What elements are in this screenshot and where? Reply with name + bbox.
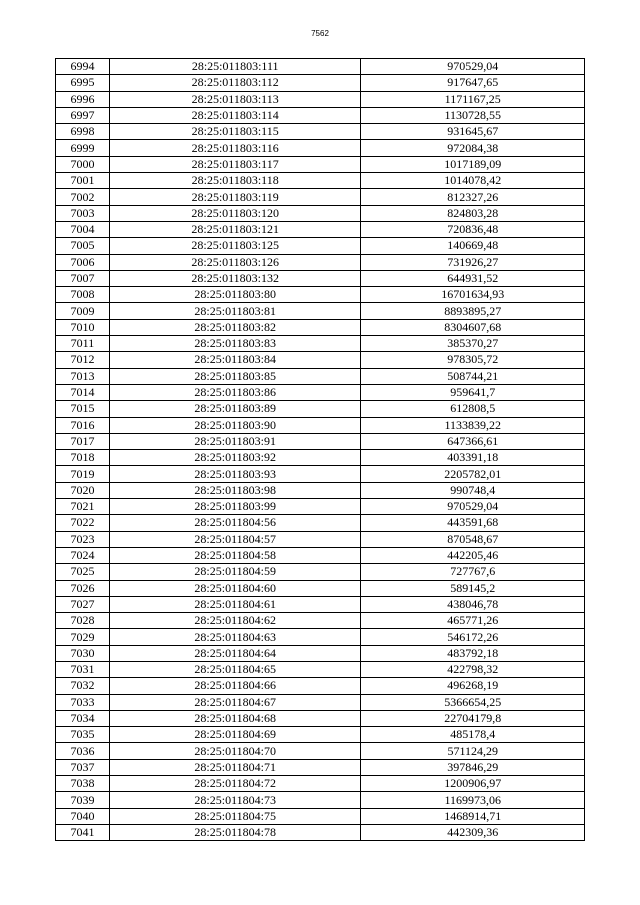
value-cell: 812327,26	[361, 189, 585, 205]
value-cell: 16701634,93	[361, 287, 585, 303]
value-cell: 2205782,01	[361, 466, 585, 482]
cadastral-number-cell: 28:25:011803:90	[109, 417, 361, 433]
cadastral-number-cell: 28:25:011803:84	[109, 352, 361, 368]
table-row	[56, 499, 585, 515]
table-row	[56, 107, 585, 123]
cadastral-number-cell: 28:25:011804:66	[109, 678, 361, 694]
row-number-cell: 7026	[56, 580, 110, 596]
cadastral-number-cell: 28:25:011803:118	[109, 173, 361, 189]
row-number-cell: 7018	[56, 450, 110, 466]
row-number-cell: 7031	[56, 661, 110, 677]
value-cell: 483792,18	[361, 645, 585, 661]
cadastral-number-cell: 28:25:011804:72	[109, 776, 361, 792]
row-number-cell: 7016	[56, 417, 110, 433]
table-row	[56, 254, 585, 270]
row-number-cell: 6996	[56, 91, 110, 107]
cadastral-number-cell: 28:25:011803:81	[109, 303, 361, 319]
cadastral-number-cell: 28:25:011804:69	[109, 727, 361, 743]
cadastral-number-cell: 28:25:011803:119	[109, 189, 361, 205]
table-row	[56, 221, 585, 237]
value-cell: 1130728,55	[361, 107, 585, 123]
table-row	[56, 75, 585, 91]
cadastral-number-cell: 28:25:011804:65	[109, 661, 361, 677]
cadastral-number-cell: 28:25:011804:78	[109, 824, 361, 840]
cadastral-number-cell: 28:25:011804:56	[109, 515, 361, 531]
table-row	[56, 482, 585, 498]
value-cell: 1200906,97	[361, 776, 585, 792]
value-cell: 589145,2	[361, 580, 585, 596]
table-row	[56, 824, 585, 840]
row-number-cell: 7012	[56, 352, 110, 368]
row-number-cell: 7010	[56, 319, 110, 335]
cadastral-number-cell: 28:25:011804:71	[109, 759, 361, 775]
cadastral-number-cell: 28:25:011804:59	[109, 564, 361, 580]
table-row	[56, 319, 585, 335]
cadastral-number-cell: 28:25:011803:89	[109, 401, 361, 417]
row-number-cell: 7021	[56, 499, 110, 515]
row-number-cell: 7033	[56, 694, 110, 710]
page-number: 7562	[311, 29, 329, 38]
row-number-cell: 7019	[56, 466, 110, 482]
cadastral-number-cell: 28:25:011803:116	[109, 140, 361, 156]
cadastral-number-cell: 28:25:011803:113	[109, 91, 361, 107]
table-row	[56, 287, 585, 303]
value-cell: 644931,52	[361, 270, 585, 286]
cadastral-number-cell: 28:25:011804:68	[109, 710, 361, 726]
table-row	[56, 352, 585, 368]
cadastral-number-cell: 28:25:011803:111	[109, 59, 361, 75]
value-cell: 727767,6	[361, 564, 585, 580]
cadastral-value-table	[55, 58, 585, 841]
table-row	[56, 466, 585, 482]
value-cell: 647366,61	[361, 433, 585, 449]
table-row	[56, 433, 585, 449]
cadastral-number-cell: 28:25:011804:67	[109, 694, 361, 710]
cadastral-number-cell: 28:25:011803:126	[109, 254, 361, 270]
value-cell: 438046,78	[361, 596, 585, 612]
row-number-cell: 7005	[56, 238, 110, 254]
cadastral-number-cell: 28:25:011803:112	[109, 75, 361, 91]
cadastral-number-cell: 28:25:011804:60	[109, 580, 361, 596]
cadastral-number-cell: 28:25:011804:58	[109, 547, 361, 563]
cadastral-number-cell: 28:25:011803:117	[109, 156, 361, 172]
cadastral-number-cell: 28:25:011803:115	[109, 124, 361, 140]
value-cell: 465771,26	[361, 613, 585, 629]
table-row	[56, 173, 585, 189]
value-cell: 508744,21	[361, 368, 585, 384]
value-cell: 970529,04	[361, 499, 585, 515]
value-cell: 8893895,27	[361, 303, 585, 319]
cadastral-number-cell: 28:25:011803:85	[109, 368, 361, 384]
row-number-cell: 7000	[56, 156, 110, 172]
row-number-cell: 7029	[56, 629, 110, 645]
row-number-cell: 7037	[56, 759, 110, 775]
value-cell: 397846,29	[361, 759, 585, 775]
cadastral-number-cell: 28:25:011804:57	[109, 531, 361, 547]
row-number-cell: 7011	[56, 336, 110, 352]
row-number-cell: 7025	[56, 564, 110, 580]
cadastral-number-cell: 28:25:011804:75	[109, 808, 361, 824]
row-number-cell: 7035	[56, 727, 110, 743]
value-cell: 403391,18	[361, 450, 585, 466]
table-row	[56, 710, 585, 726]
value-cell: 1169973,06	[361, 792, 585, 808]
value-cell: 5366654,25	[361, 694, 585, 710]
row-number-cell: 7004	[56, 221, 110, 237]
table-row	[56, 792, 585, 808]
row-number-cell: 7015	[56, 401, 110, 417]
table-row	[56, 580, 585, 596]
row-number-cell: 7032	[56, 678, 110, 694]
table-row	[56, 140, 585, 156]
value-cell: 571124,29	[361, 743, 585, 759]
value-cell: 731926,27	[361, 254, 585, 270]
cadastral-number-cell: 28:25:011804:61	[109, 596, 361, 612]
value-cell: 422798,32	[361, 661, 585, 677]
table-row	[56, 401, 585, 417]
table-row	[56, 515, 585, 531]
cadastral-number-cell: 28:25:011803:93	[109, 466, 361, 482]
table-row	[56, 59, 585, 75]
cadastral-number-cell: 28:25:011803:86	[109, 384, 361, 400]
value-cell: 442309,36	[361, 824, 585, 840]
value-cell: 385370,27	[361, 336, 585, 352]
row-number-cell: 7007	[56, 270, 110, 286]
row-number-cell: 7040	[56, 808, 110, 824]
row-number-cell: 7008	[56, 287, 110, 303]
cadastral-number-cell: 28:25:011803:114	[109, 107, 361, 123]
row-number-cell: 7003	[56, 205, 110, 221]
value-cell: 1017189,09	[361, 156, 585, 172]
cadastral-number-cell: 28:25:011804:62	[109, 613, 361, 629]
table-row	[56, 694, 585, 710]
row-number-cell: 7030	[56, 645, 110, 661]
value-cell: 22704179,8	[361, 710, 585, 726]
table-row	[56, 156, 585, 172]
row-number-cell: 7036	[56, 743, 110, 759]
table-row	[56, 270, 585, 286]
row-number-cell: 7013	[56, 368, 110, 384]
value-cell: 1014078,42	[361, 173, 585, 189]
table-row	[56, 596, 585, 612]
row-number-cell: 6998	[56, 124, 110, 140]
table-row	[56, 564, 585, 580]
row-number-cell: 7002	[56, 189, 110, 205]
cadastral-number-cell: 28:25:011803:80	[109, 287, 361, 303]
row-number-cell: 7020	[56, 482, 110, 498]
table-row	[56, 91, 585, 107]
cadastral-number-cell: 28:25:011803:121	[109, 221, 361, 237]
table-row	[56, 645, 585, 661]
cadastral-number-cell: 28:25:011803:91	[109, 433, 361, 449]
row-number-cell: 7034	[56, 710, 110, 726]
table-row	[56, 450, 585, 466]
table-row	[56, 759, 585, 775]
value-cell: 970529,04	[361, 59, 585, 75]
cadastral-number-cell: 28:25:011803:82	[109, 319, 361, 335]
row-number-cell: 6995	[56, 75, 110, 91]
row-number-cell: 7027	[56, 596, 110, 612]
row-number-cell: 7041	[56, 824, 110, 840]
cadastral-number-cell: 28:25:011803:98	[109, 482, 361, 498]
cadastral-number-cell: 28:25:011804:63	[109, 629, 361, 645]
value-cell: 1133839,22	[361, 417, 585, 433]
row-number-cell: 7023	[56, 531, 110, 547]
table-row	[56, 336, 585, 352]
table-row	[56, 205, 585, 221]
table-row	[56, 368, 585, 384]
value-cell: 917647,65	[361, 75, 585, 91]
table-body	[56, 59, 585, 841]
value-cell: 442205,46	[361, 547, 585, 563]
row-number-cell: 6997	[56, 107, 110, 123]
value-cell: 972084,38	[361, 140, 585, 156]
value-cell: 990748,4	[361, 482, 585, 498]
row-number-cell: 7009	[56, 303, 110, 319]
cadastral-number-cell: 28:25:011803:83	[109, 336, 361, 352]
table-row	[56, 613, 585, 629]
value-cell: 870548,67	[361, 531, 585, 547]
table-row	[56, 661, 585, 677]
row-number-cell: 7028	[56, 613, 110, 629]
table-row	[56, 303, 585, 319]
table-row	[56, 238, 585, 254]
cadastral-number-cell: 28:25:011804:73	[109, 792, 361, 808]
row-number-cell: 7014	[56, 384, 110, 400]
row-number-cell: 7024	[56, 547, 110, 563]
row-number-cell: 7022	[56, 515, 110, 531]
value-cell: 443591,68	[361, 515, 585, 531]
value-cell: 1171167,25	[361, 91, 585, 107]
cadastral-number-cell: 28:25:011803:132	[109, 270, 361, 286]
table-row	[56, 124, 585, 140]
value-cell: 546172,26	[361, 629, 585, 645]
table-row	[56, 743, 585, 759]
table-row	[56, 776, 585, 792]
value-cell: 140669,48	[361, 238, 585, 254]
value-cell: 824803,28	[361, 205, 585, 221]
row-number-cell: 7017	[56, 433, 110, 449]
cadastral-number-cell: 28:25:011803:92	[109, 450, 361, 466]
value-cell: 8304607,68	[361, 319, 585, 335]
table-row	[56, 189, 585, 205]
value-cell: 496268,19	[361, 678, 585, 694]
table-row	[56, 808, 585, 824]
table-row	[56, 384, 585, 400]
table-row	[56, 531, 585, 547]
value-cell: 720836,48	[361, 221, 585, 237]
row-number-cell: 7006	[56, 254, 110, 270]
cadastral-number-cell: 28:25:011804:64	[109, 645, 361, 661]
value-cell: 978305,72	[361, 352, 585, 368]
table-row	[56, 678, 585, 694]
cadastral-number-cell: 28:25:011803:125	[109, 238, 361, 254]
value-cell: 485178,4	[361, 727, 585, 743]
row-number-cell: 6999	[56, 140, 110, 156]
cadastral-number-cell: 28:25:011804:70	[109, 743, 361, 759]
table-row	[56, 727, 585, 743]
row-number-cell: 7039	[56, 792, 110, 808]
table-row	[56, 547, 585, 563]
value-cell: 931645,67	[361, 124, 585, 140]
value-cell: 612808,5	[361, 401, 585, 417]
value-cell: 1468914,71	[361, 808, 585, 824]
row-number-cell: 7001	[56, 173, 110, 189]
row-number-cell: 6994	[56, 59, 110, 75]
row-number-cell: 7038	[56, 776, 110, 792]
cadastral-number-cell: 28:25:011803:120	[109, 205, 361, 221]
cadastral-number-cell: 28:25:011803:99	[109, 499, 361, 515]
table-row	[56, 417, 585, 433]
value-cell: 959641,7	[361, 384, 585, 400]
table-row	[56, 629, 585, 645]
